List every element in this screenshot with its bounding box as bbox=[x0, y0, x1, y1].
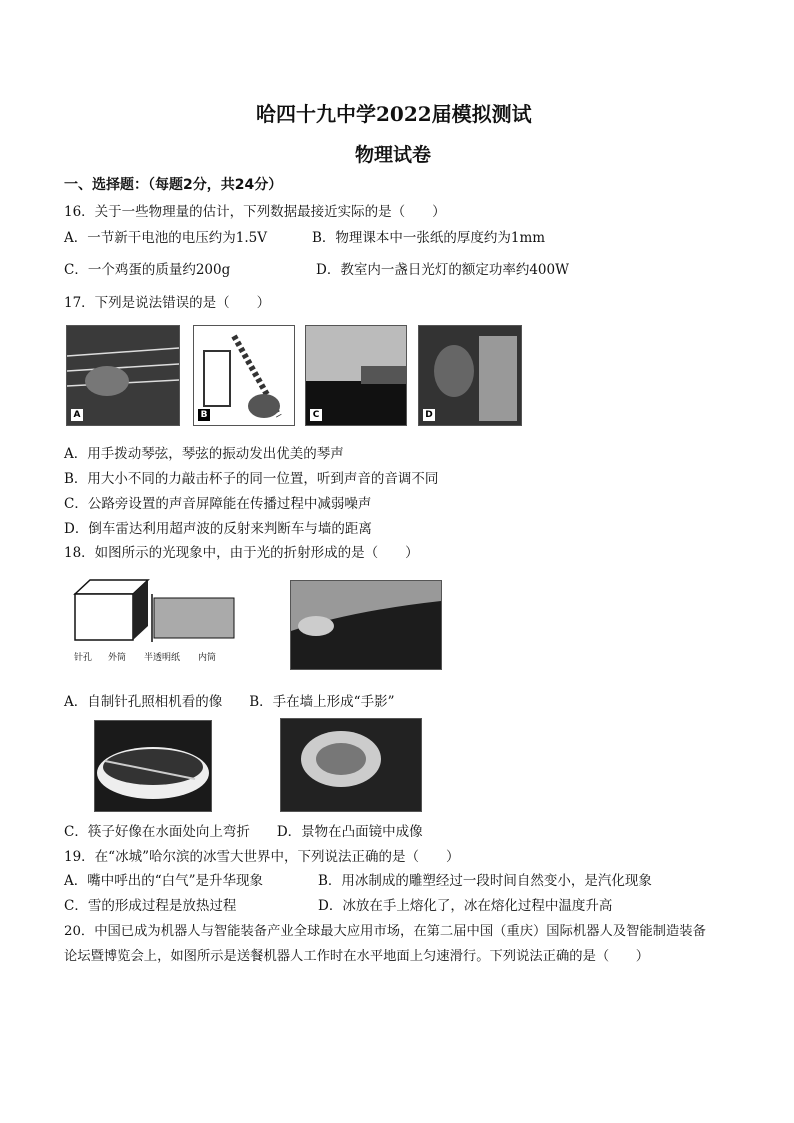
label-pinhole: 针孔 bbox=[74, 653, 93, 663]
q18-image-chopsticks-bowl bbox=[94, 720, 212, 812]
q19-stem: 19．在“冰城”哈尔滨的冰雪大世界中，下列说法正确的是（ ） bbox=[64, 849, 460, 865]
q16-option-a: A．一节新干电池的电压约为1.5V bbox=[64, 230, 267, 246]
q16-option-b: B．物理课本中一张纸的厚度约为1mm bbox=[312, 230, 546, 246]
label-outer-tube: 外筒 bbox=[108, 653, 127, 663]
q17-option-c: C．公路旁设置的声音屏障能在传播过程中减弱噪声 bbox=[64, 496, 372, 512]
label-inner-tube: 内筒 bbox=[198, 653, 217, 663]
q17-image-c bbox=[305, 325, 407, 426]
q17-option-b: B．用大小不同的力敲击杯子的同一位置，听到声音的音调不同 bbox=[64, 471, 439, 487]
q19-option-b: B．用冰制成的雕塑经过一段时间自然变小，是汽化现象 bbox=[318, 873, 652, 889]
q19-option-c: C．雪的形成过程是放热过程 bbox=[64, 898, 237, 914]
hand-shadow-icon bbox=[291, 581, 441, 669]
q18-stem: 18．如图所示的光现象中，由于光的折射形成的是（ ） bbox=[64, 545, 419, 561]
q19-option-a: A．嘴中呼出的“白气”是升华现象 bbox=[64, 873, 264, 889]
q18-options-cd: C．筷子好像在水面处向上弯折 D．景物在凸面镜中成像 bbox=[64, 824, 423, 840]
q16-option-d: D．教室内一盏日光灯的额定功率约400W bbox=[316, 262, 569, 278]
q18-pinhole-camera-diagram bbox=[70, 576, 240, 666]
q18-image-convex-mirror bbox=[280, 718, 422, 812]
q17-option-d: D．倒车雷达利用超声波的反射来判断车与墙的距离 bbox=[64, 521, 372, 537]
q16-option-c: C．一个鸡蛋的质量约200g bbox=[64, 262, 231, 278]
q20-line-1: 20．中国已成为机器人与智能装备产业全球最大应用市场，在第二届中国（重庆）国际机器人及智能制造装备 bbox=[64, 924, 706, 939]
q17-image-a bbox=[66, 325, 180, 426]
bowl-with-chopsticks-icon bbox=[95, 721, 211, 811]
section-heading: 一、选择题：（每题2分，共24分） bbox=[64, 177, 283, 193]
q16-stem: 16．关于一些物理量的估计，下列数据最接近实际的是（ ） bbox=[64, 204, 446, 220]
q17-image-b bbox=[193, 325, 295, 426]
guitar-strings-icon bbox=[67, 326, 179, 425]
q17-stem: 17．下列是说法错误的是（ ） bbox=[64, 295, 271, 311]
image-label: A bbox=[71, 409, 83, 421]
pinhole-camera-icon bbox=[70, 576, 240, 646]
q17-image-d bbox=[418, 325, 522, 426]
convex-mirror-icon bbox=[281, 719, 421, 811]
image-label: D bbox=[423, 409, 435, 421]
q18-options-ab: A．自制针孔照相机看的像 B．手在墙上形成“手影” bbox=[64, 694, 395, 710]
q19-option-d: D．冰放在手上熔化了，冰在熔化过程中温度升高 bbox=[318, 898, 613, 914]
label-translucent-paper: 半透明纸 bbox=[144, 653, 181, 663]
image-label: B bbox=[198, 409, 210, 421]
q20-line-2: 论坛暨博览会上，如图所示是送餐机器人工作时在水平地面上匀速滑行。下列说法正确的是（ ） bbox=[64, 949, 650, 964]
page-subtitle: 物理试卷 bbox=[355, 144, 432, 166]
page-title: 哈四十九中学2022届模拟测试 bbox=[256, 102, 532, 126]
q18-image-hand-shadow bbox=[290, 580, 442, 670]
q17-option-a: A．用手拨动琴弦，琴弦的振动发出优美的琴声 bbox=[64, 446, 344, 462]
image-label: C bbox=[310, 409, 322, 421]
